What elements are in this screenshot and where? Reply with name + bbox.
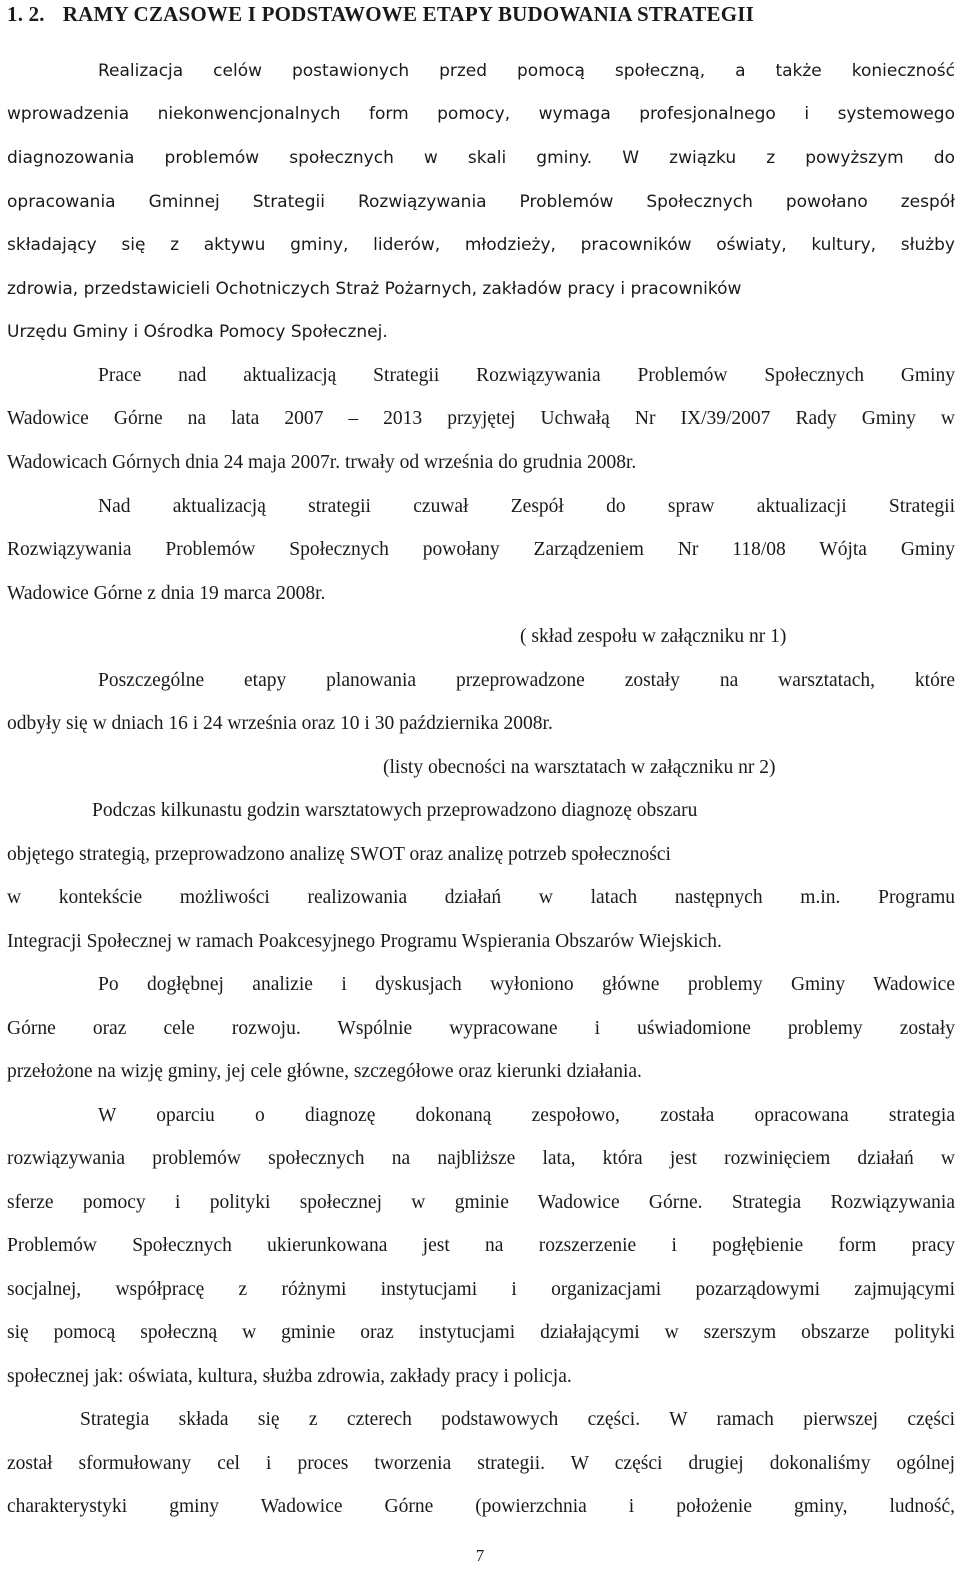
paragraph-line: Prace nad aktualizacją Strategii Rozwiązywania Problemów Społecznych Gminy — [98, 365, 955, 386]
paragraph-line: Wadowice Górne z dnia 19 marca 2008r. — [7, 583, 326, 604]
paragraph-line: odbyły się w dniach 16 i 24 września oraz 10 i 30 października 2008r. — [7, 713, 553, 734]
paragraph-line: opracowania Gminnej Strategii Rozwiązywania Problemów Społecznych powołano zespół — [7, 192, 955, 212]
paragraph-line: W oparciu o diagnozę dokonaną zespołowo, została opracowana strategia — [98, 1105, 955, 1126]
paragraph-line: diagnozowania problemów społecznych w skali gminy. W związku z powyższym do — [7, 148, 955, 168]
paragraph-line: społecznej jak: oświata, kultura, służba zdrowia, zakłady pracy i policja. — [7, 1366, 572, 1387]
attachment-note: ( skład zespołu w załączniku nr 1) — [520, 626, 787, 647]
paragraph-line: w kontekście możliwości realizowania działań w latach następnych m.in. Programu — [7, 887, 955, 908]
paragraph-line: Wadowicach Górnych dnia 24 maja 2007r. trwały od września do grudnia 2008r. — [7, 452, 637, 473]
paragraph-line: został sformułowany cel i proces tworzenia strategii. W części drugiej dokonaliśmy ogólnej — [7, 1453, 955, 1474]
paragraph-line: Strategia składa się z czterech podstawowych części. W ramach pierwszej części — [80, 1409, 955, 1430]
paragraph-line: Nad aktualizacją strategii czuwał Zespół do spraw aktualizacji Strategii — [98, 496, 955, 517]
paragraph-line: Górne oraz cele rozwoju. Wspólnie wypracowane i uświadomione problemy zostały — [7, 1018, 955, 1039]
paragraph-line: rozwiązywania problemów społecznych na najbliższe lata, która jest rozwinięciem działań w — [7, 1148, 955, 1169]
paragraph-line: przełożone na wizję gminy, jej cele główne, szczegółowe oraz kierunki działania. — [7, 1061, 642, 1082]
paragraph-line: Po dogłębnej analizie i dyskusjach wyłoniono główne problemy Gminy Wadowice — [98, 974, 955, 995]
paragraph-line: objętego strategią, przeprowadzono analizę SWOT oraz analizę potrzeb społeczności — [7, 844, 671, 865]
section-number: 1. 2. — [7, 2, 45, 26]
paragraph-line: Poszczególne etapy planowania przeprowadzone zostały na warsztatach, które — [98, 670, 955, 691]
paragraph-line: Rozwiązywania Problemów Społecznych powołany Zarządzeniem Nr 118/08 Wójta Gminy — [7, 539, 955, 560]
paragraph-line: Integracji Społecznej w ramach Poakcesyjnego Programu Wspierania Obszarów Wiejskich. — [7, 931, 722, 952]
paragraph-line: sferze pomocy i polityki społecznej w gminie Wadowice Górne. Strategia Rozwiązywania — [7, 1192, 955, 1213]
paragraph-line: Urzędu Gminy i Ośrodka Pomocy Społecznej. — [7, 322, 388, 342]
paragraph-line: wprowadzenia niekonwencjonalnych form pomocy, wymaga profesjonalnego i systemowego — [7, 104, 955, 124]
section-title: RAMY CZASOWE I PODSTAWOWE ETAPY BUDOWANIA STRATEGII — [62, 2, 754, 26]
paragraph-line: socjalnej, współpracę z różnymi instytucjami i organizacjami pozarządowymi zajmującymi — [7, 1279, 955, 1300]
paragraph-line: zdrowia, przedstawicieli Ochotniczych Straż Pożarnych, zakładów pracy i pracowników — [7, 279, 742, 299]
section-heading — [7, 0, 754, 28]
page-number: 7 — [475, 1546, 485, 1565]
paragraph-line: Podczas kilkunastu godzin warsztatowych przeprowadzono diagnozę obszaru — [92, 800, 698, 821]
attachment-note: (listy obecności na warsztatach w załączniku nr 2) — [383, 757, 776, 778]
paragraph-line: Problemów Społecznych ukierunkowana jest na rozszerzenie i pogłębienie form pracy — [7, 1235, 955, 1256]
paragraph-line: się pomocą społeczną w gminie oraz instytucjami działającymi w szerszym obszarze polityki — [7, 1322, 955, 1343]
paragraph-line: Wadowice Górne na lata 2007 – 2013 przyjętej Uchwałą Nr IX/39/2007 Rady Gminy w — [7, 408, 955, 429]
paragraph-line: Realizacja celów postawionych przed pomocą społeczną, a także konieczność — [98, 61, 955, 81]
paragraph-line: składający się z aktywu gminy, liderów, młodzieży, pracowników oświaty, kultury, służby — [7, 235, 955, 255]
paragraph-line: charakterystyki gminy Wadowice Górne (powierzchnia i położenie gminy, ludność, — [7, 1496, 955, 1517]
